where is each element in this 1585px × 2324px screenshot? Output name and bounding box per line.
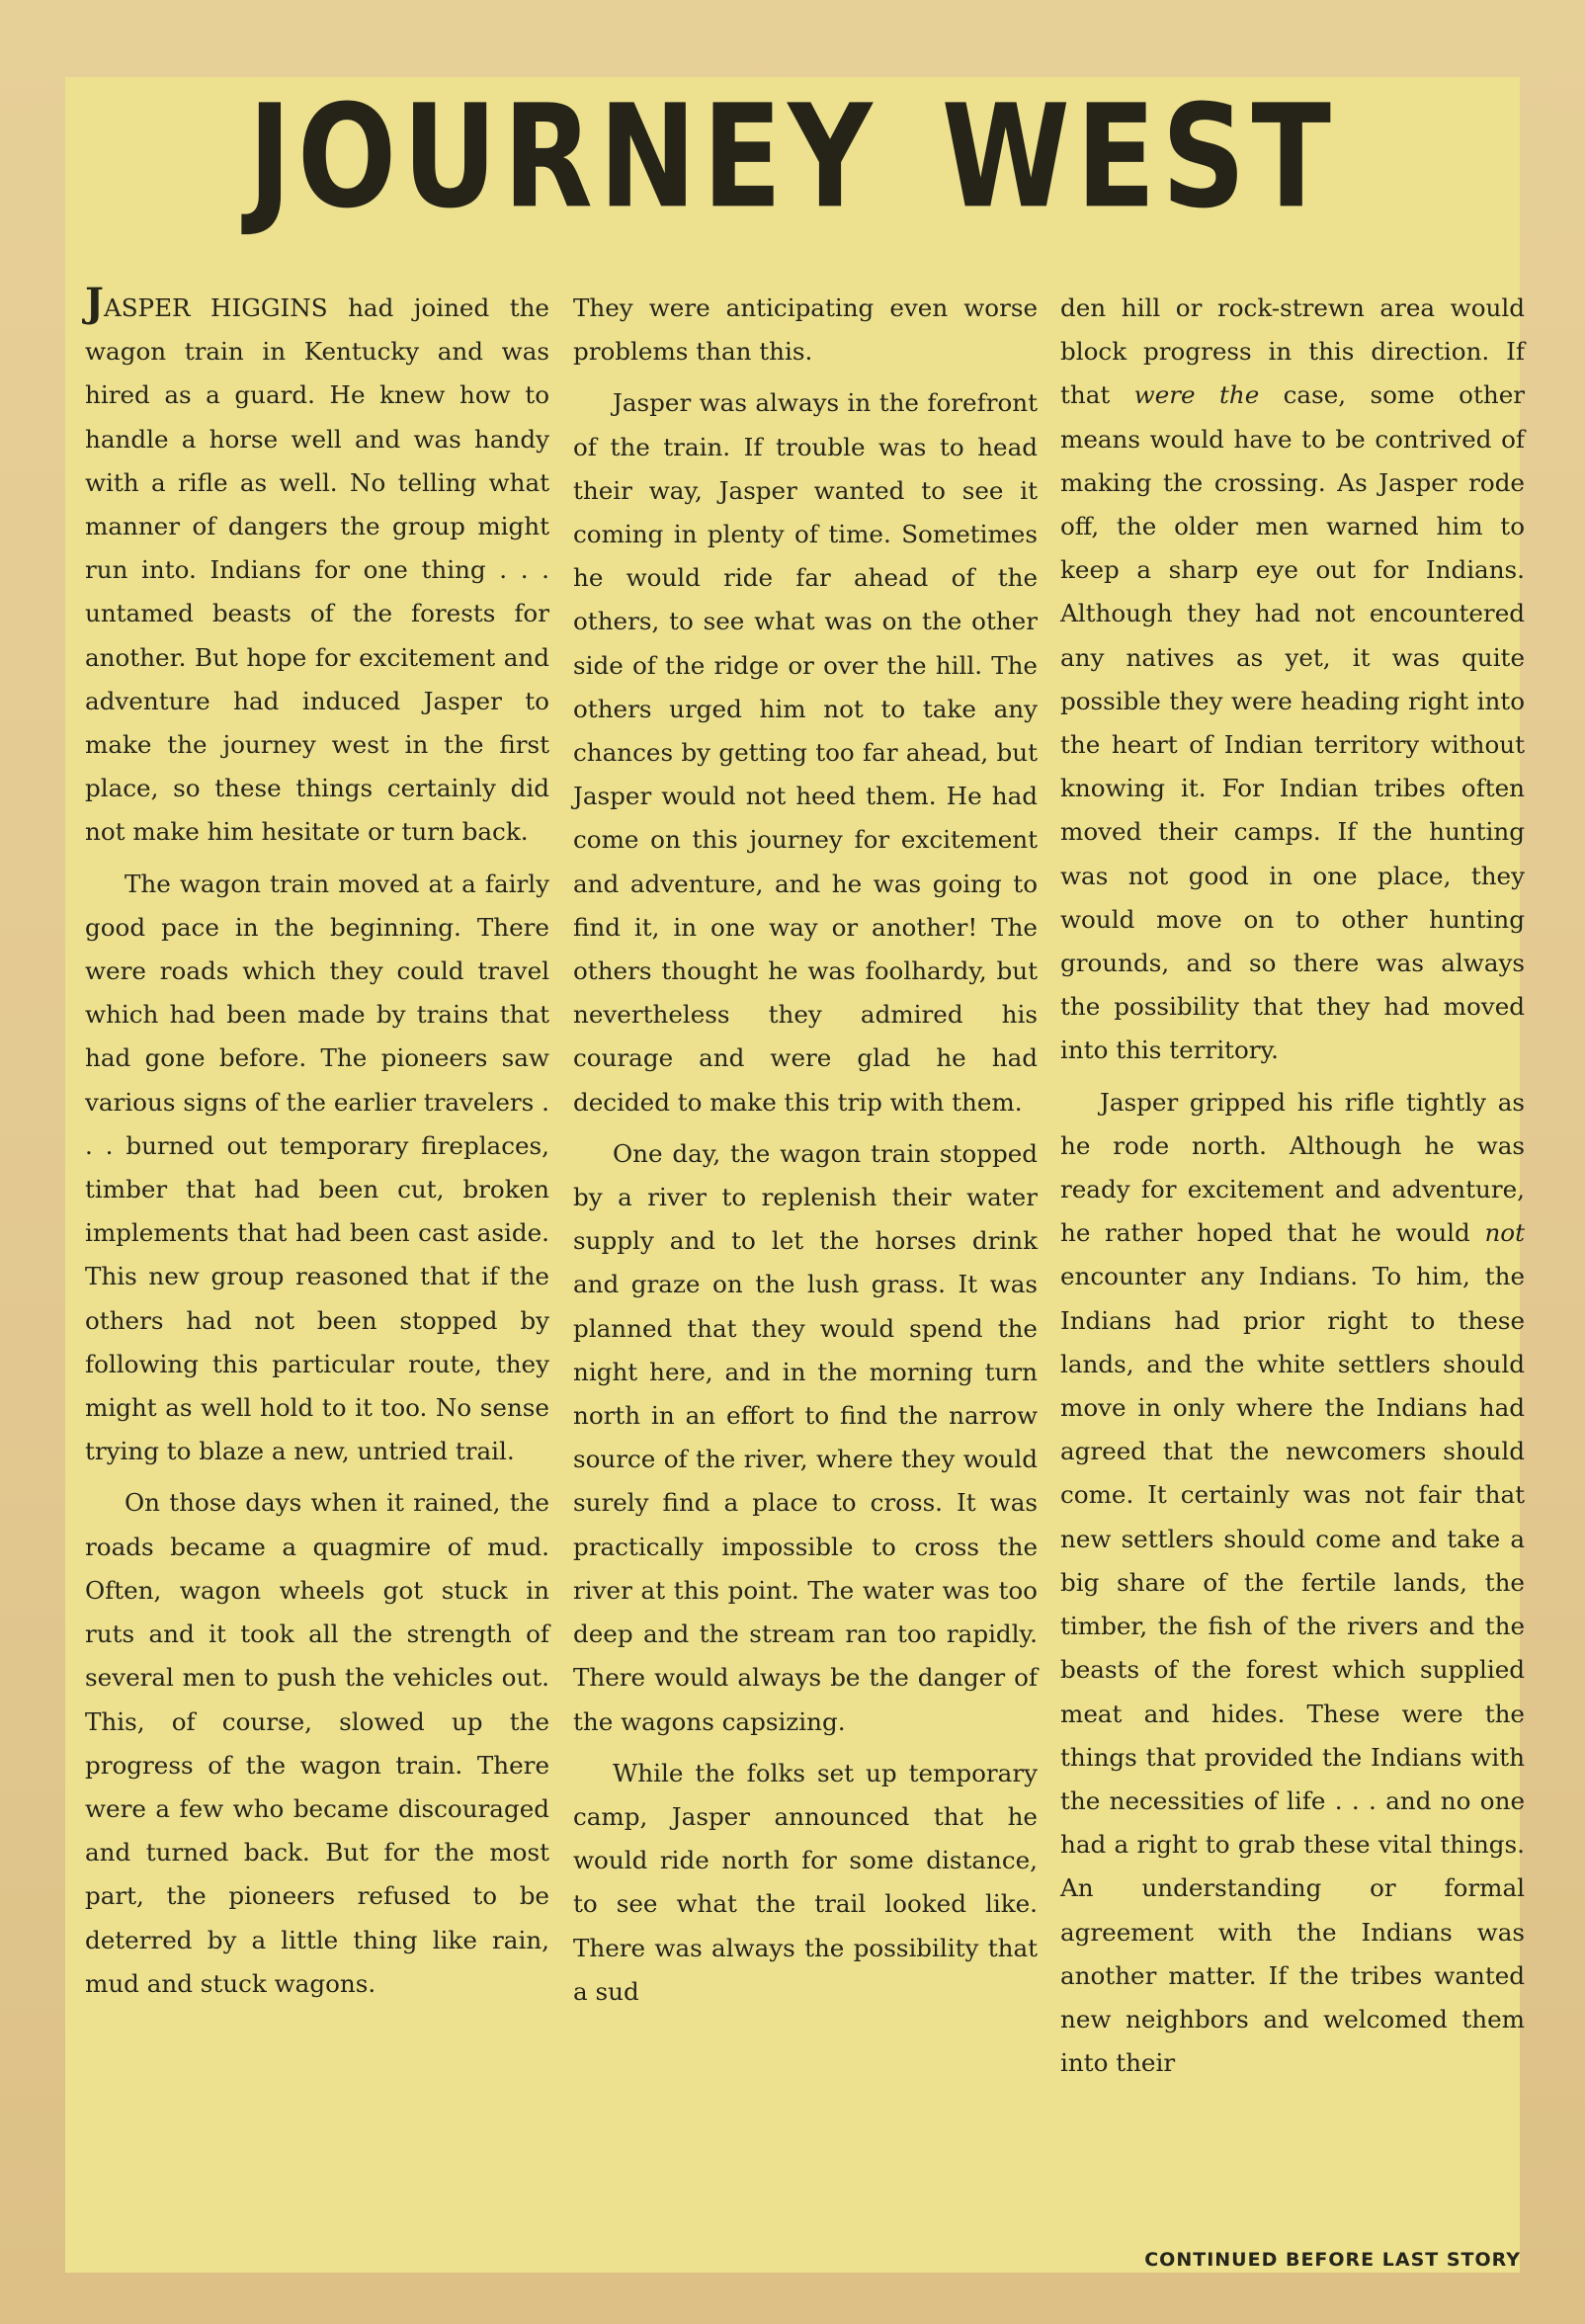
text-column-1 [85,280,549,2014]
paragraph-6a: While the folks set up temporary camp, Jasper announced that he would ride north for some distance, to see what the trail looked like. There was always the possibility that a sud [573,1758,1038,2006]
paragraph-5: One day, the wagon train stopped by a river to replenish their water supply and to let the horses drink and graze on the lush grass. It was planned that they would spend the night here, and in the morning turn north in an effort to find the narrow source of the river, where they would surely find a place to cross. It was practically impossible to cross the river at this point. The water was too deep and the stream ran too rapidly. There would always be the danger of the wagons capsizing. [573,1138,1038,1736]
story-title [65,66,1520,247]
paragraph-3b: They were anticipating even worse problems than this. [573,293,1038,367]
paragraph-4: Jasper was always in the forefront of the train. If trouble was to head their way, Jasper wanted to see it coming in plenty of time. Sometimes he would ride far ahead of the others, to see what was on the other side of the ridge or over the hill. The others urged him not to take any chances by getting too far ahead, but Jasper would not heed them. He had come on this journey for excitement and adventure, and he was going to find it, in one way or another! The others thought he was foolhardy, but nevertheless they admired his courage and were glad he had decided to make this trip with them. [573,388,1038,1117]
paragraph-3a: On those days when it rained, the roads became a quagmire of mud. Often, wagon wheels got stuck in ruts and it took all the strength of several men to push the vehicles out. This, of course, slowed up the progress of the wagon train. There were a few who became discouraged and turned back. But for the most part, the pioneers refused to be deterred by a little thing like rain, mud and stuck wagons. [85,1488,549,1998]
paragraph-1 [85,280,549,855]
paragraph-1-text: ASPER HIGGINS had joined the wagon train in Kentucky and was hired as a guard. He knew how to handle a horse well and was handy with a rifle as well. No telling what manner of dangers the group might run into. Indians for one thing . . . untamed beasts of the forests for another. But hope for excitement and adventure had induced Jasper to make the journey west in the first place, so these things certainly did not make him hesitate or turn back. [85,293,549,847]
paragraph-6b: den hill or rock-strewn area would block progress in this direction. If that were the case, some other means would have to be contrived of making the crossing. As Jasper rode off, the older men warned him to keep a sharp eye out for Indians. Although they had not encountered any natives as yet, it was quite possible they were heading right into the heart of Indian territory without knowing it. For Indian tribes often moved their camps. If the hunting was not good in one place, they would move on to other hunting grounds, and so there was always the possibility that they had moved into this territory. [1060,293,1526,1065]
drop-cap: J [85,280,104,326]
title-word-1: JOURNEY [248,73,878,240]
paragraph-7: Jasper gripped his rifle tightly as he rode north. Although he was ready for excitement and adventure, he rather hoped that he would not encounter any Indians. To him, the Indians had prior right to these lands, and the white settlers should move in only where the Indians had agreed that the newcomers should come. It certainly was not fair that new settlers should come and take a big share of the fertile lands, the timber, the fish of the rivers and the beasts of the forest which supplied meat and hides. These were the things that provided the Indians with the necessities of life . . . and no one had a right to grab these vital things. An understanding or formal agreement with the Indians was another matter. If the tribes wanted new neighbors and welcomed them into their [1060,1087,1525,2078]
continued-note: CONTINUED BEFORE LAST STORY [1144,2249,1521,2271]
text-column-3 [1060,287,1525,2093]
text-column-2 [573,287,1038,2022]
title-word-2: WEST [941,73,1337,240]
paragraph-2: The wagon train moved at a fairly good pace in the beginning. There were roads which they could travel which had been made by trains that had gone before. The pioneers saw various signs of the earlier travelers . . . burned out temporary fireplaces, timber that had been cut, broken implements that had been cast aside. This new group reasoned that if the others had not been stopped by following this particular route, they might as well hold to it too. No sense trying to blaze a new, untried trail. [85,869,549,1466]
